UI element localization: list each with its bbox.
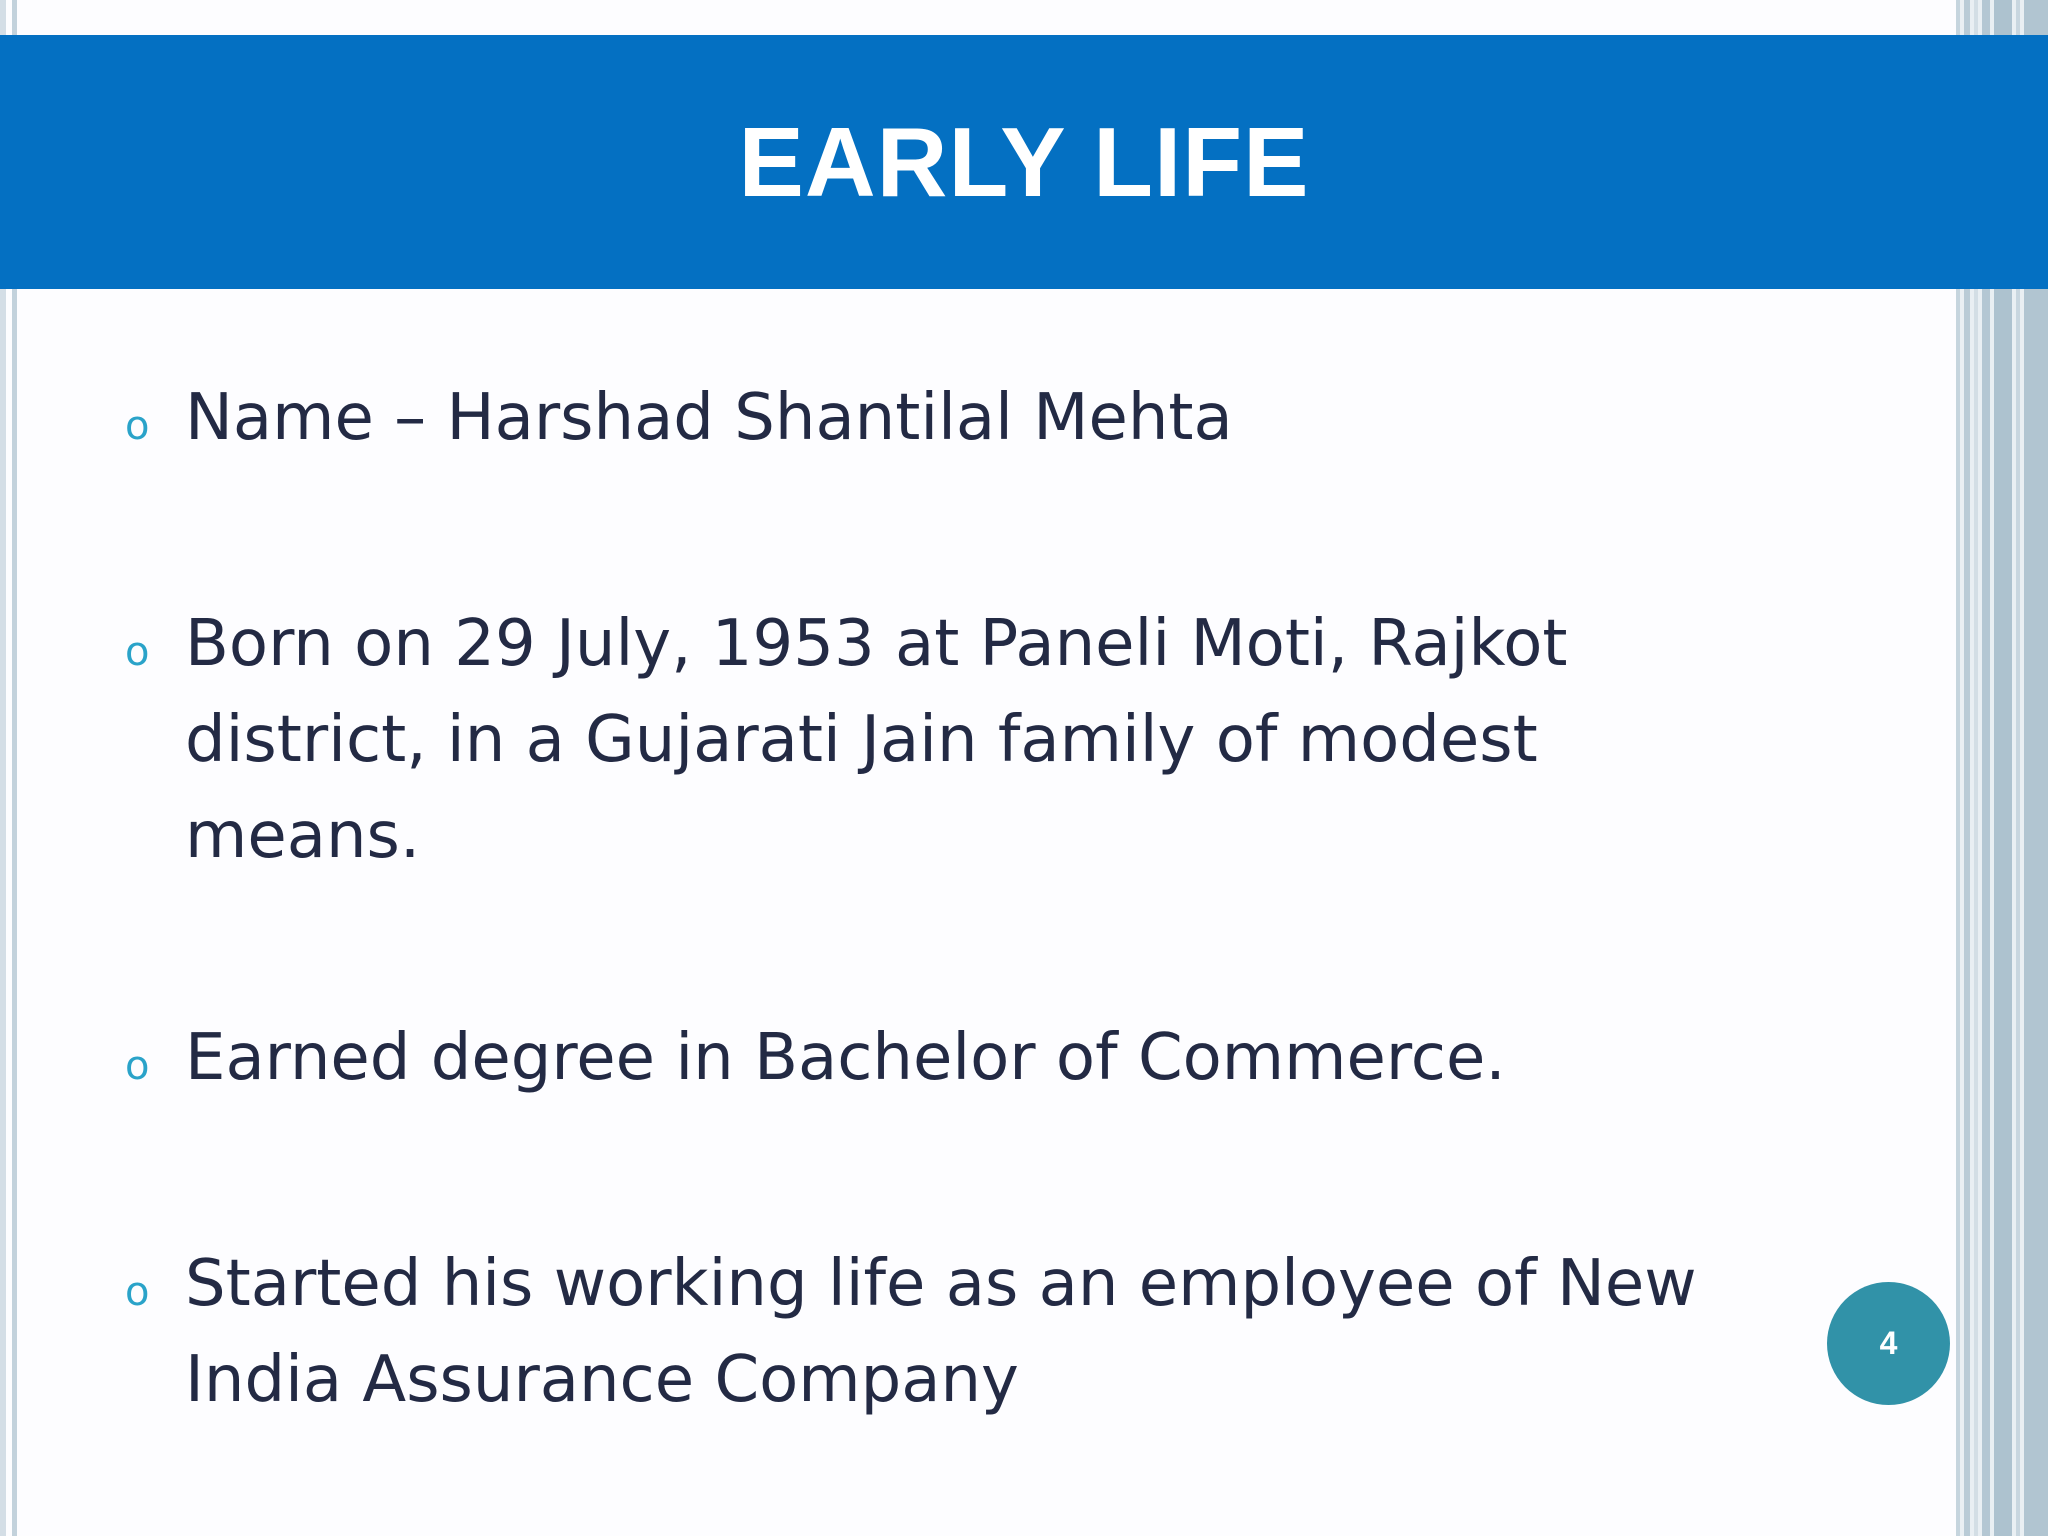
bullet-circle-icon: o: [125, 1269, 150, 1315]
bullet-circle-icon: o: [125, 1043, 150, 1089]
bullet-text: Earned degree in Bachelor of Commerce.: [185, 1021, 1506, 1095]
bullet-item: [125, 1236, 1785, 1428]
bullet-item: [125, 370, 1785, 474]
slide-title: EARLY LIFE: [738, 106, 1310, 217]
bullet-circle-icon: o: [125, 403, 150, 449]
bullet-item: [125, 596, 1785, 884]
page-number-badge: 4: [1827, 1282, 1950, 1405]
title-bar: [0, 35, 2048, 289]
bullet-text: Born on 29 July, 1953 at Paneli Moti, Rajkot district, in a Gujarati Jain family of modest means.: [185, 607, 1568, 873]
bullet-text: Started his working life as an employee of New India Assurance Company: [185, 1247, 1697, 1417]
bullet-circle-icon: o: [125, 629, 150, 675]
bullet-text: Name – Harshad Shantilal Mehta: [185, 381, 1233, 455]
bullet-item: [125, 1010, 1785, 1114]
